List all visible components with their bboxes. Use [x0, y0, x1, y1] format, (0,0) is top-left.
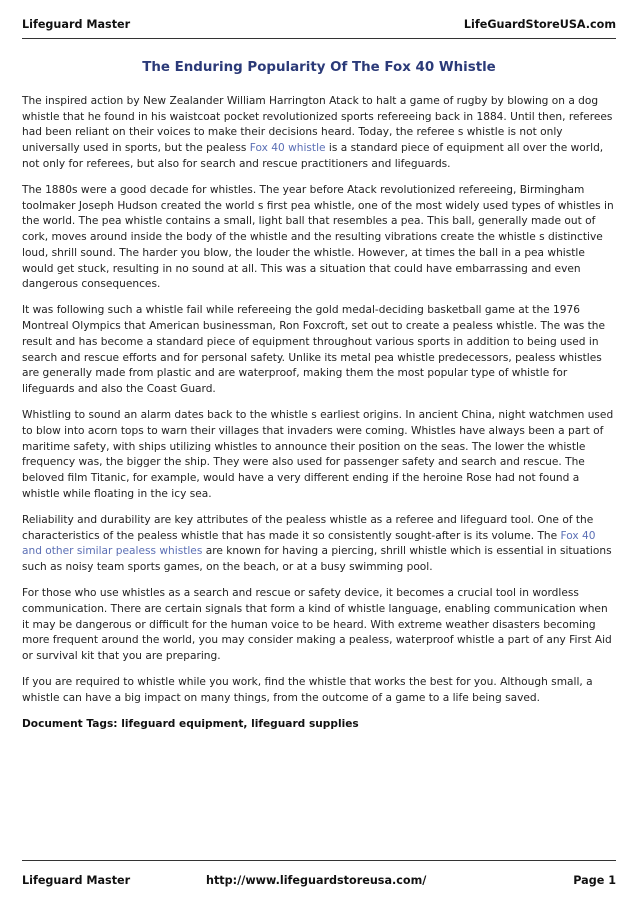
paragraph-5: Reliability and durability are key attributes of the pealess whistle as a referee and lifeguard tool. One of the characteristics of the pealess whistle that has made it so consistently sought-after is its volume. The Fox 40 and other similar pealess whistles are known for having a piercing, shrill whistle which is essential in situations such as noisy team sports games, on the beach, or at a busy swimming pool.	[22, 513, 612, 573]
article-title: The Enduring Popularity Of The Fox 40 Whistle	[142, 60, 496, 75]
page-header	[22, 14, 616, 34]
paragraph-3: It was following such a whistle fail while refereeing the gold medal-deciding basketball game at the 1976 Montreal Olympics that American businessman, Ron Foxcroft, set out to create a pealess whistle. The was the result and has become a standard piece of equipment throughout various sports in addition to being used in search and rescue efforts and for personal safety. Unlike its metal pea whistle predecessors, pealess whistles are generally made from plastic and are waterproof, making them the most popular type of whistle for lifeguards and also the Coast Guard.	[22, 304, 605, 395]
paragraph-1: The inspired action by New Zealander William Harrington Atack to halt a game of rugby by blowing on a dog whistle that he found in his waistcoat pocket revolutionized sports refereeing back in 1884. Until then, referees had been reliant on their voices to make their decisions heard. Today, the referee s whistle is not only universally used in sports, but the pealess Fox 40 whistle is a standard piece of equipment all over the world, not only for referees, but also for search and rescue practitioners and lifeguards.	[22, 95, 613, 170]
header-site-name: Lifeguard Master	[22, 17, 131, 31]
paragraph-4: Whistling to sound an alarm dates back to the whistle s earliest origins. In ancient China, night watchmen used to blow into acorn tops to warn their villages that invaders were coming. Whistles have always been a part of maritime safety, with ships utilizing whistles to announce their position on the seas. The lower the whistle frequency was, the bigger the ship. They were also used for passenger safety and search and rescue. The beloved film Titanic, for example, would have a very different ending if the heroine Rose had not found a whistle while floating in the icy sea.	[22, 409, 614, 500]
article-body	[22, 94, 617, 743]
paragraph-6: For those who use whistles as a search and rescue or safety device, it becomes a crucial tool in wordless communication. There are certain signals that form a kind of whistle language, enabling communication when it may be dangerous or difficult for the human voice to be heard. With extreme weather disasters becoming more frequent around the world, you may consider making a pealess, waterproof whistle a part of any First Aid or survival kit that you are preparing.	[22, 587, 612, 662]
paragraph-7: If you are required to whistle while you work, find the whistle that works the best for you. Although small, a whistle can have a big impact on many things, from the outcome of a game to a life being saved.	[22, 676, 593, 704]
page-footer	[22, 870, 616, 890]
document-tags: Document Tags: lifeguard equipment, lifeguard supplies	[22, 718, 359, 731]
footer-site-name: Lifeguard Master	[22, 873, 131, 887]
pealess-whistles-link[interactable]: Fox 40 and other similar pealess whistles	[22, 529, 596, 558]
footer-url[interactable]: http://www.lifeguardstoreusa.com/	[206, 873, 427, 887]
footer-divider	[22, 860, 616, 861]
page-number: Page 1	[573, 873, 616, 887]
header-divider	[22, 38, 616, 39]
paragraph-2: The 1880s were a good decade for whistles. The year before Atack revolutionized refereeing, Birmingham toolmaker Joseph Hudson created the world s first pea whistle, one of the most widely used types of whistles in the world. The pea whistle contains a small, light ball that resembles a pea. This ball, generally made out of cork, moves around inside the body of the whistle and the resulting vibrations create the whistle s distinctive loud, shrill sound. The harder you blow, the louder the whistle. However, at times the ball in a pea whistle would get stuck, resulting in no sound at all. This was a situation that could have embarrassing and even dangerous consequences.	[22, 184, 614, 291]
fox40-whistle-link[interactable]: Fox 40 whistle	[249, 142, 326, 155]
header-domain: LifeGuardStoreUSA.com	[463, 17, 616, 31]
